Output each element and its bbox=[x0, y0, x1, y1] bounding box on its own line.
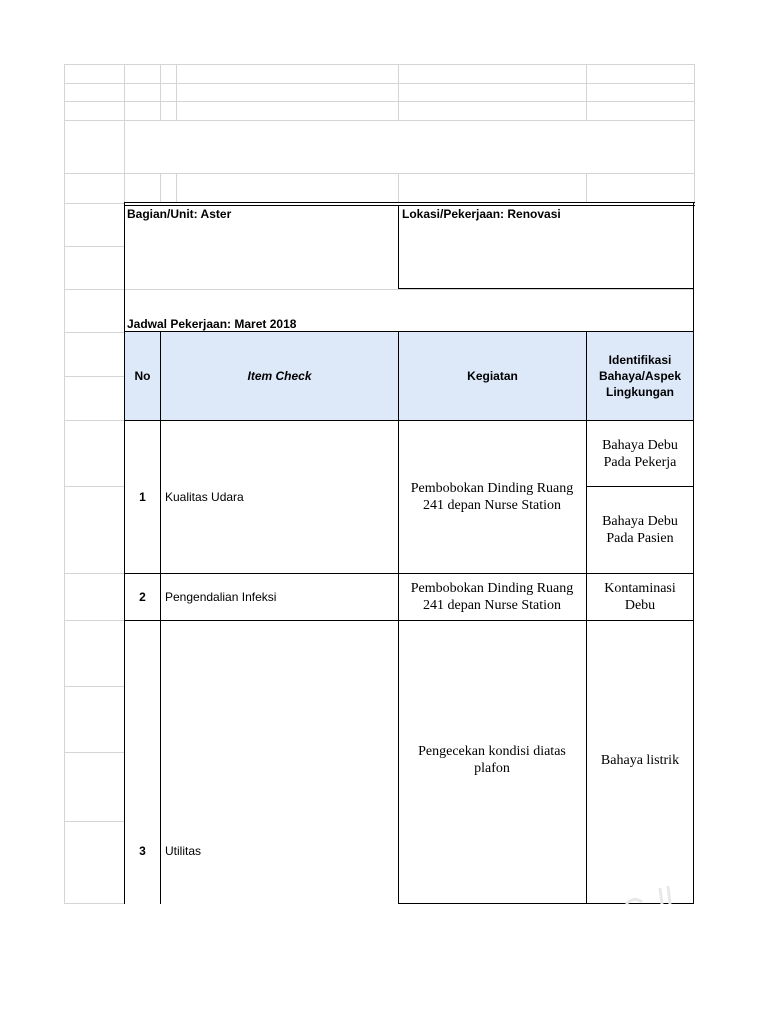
hazard-cell: Bahaya Debu Pada Pasien bbox=[602, 514, 678, 546]
item-check-cell: Pengendalian Infeksi bbox=[165, 590, 277, 604]
row-number: 2 bbox=[139, 590, 146, 604]
activity-cell: Pembobokan Dinding Ruang 241 depan Nurse Station bbox=[410, 481, 574, 513]
column-header-activity: Kegiatan bbox=[467, 369, 518, 383]
activity-cell: Pengecekan kondisi diatas plafon bbox=[418, 744, 566, 776]
hazard-cell: Kontaminasi Debu bbox=[604, 581, 676, 613]
row-number: 1 bbox=[139, 490, 146, 504]
location-label: Lokasi/Pekerjaan: Renovasi bbox=[402, 207, 561, 221]
scribble-mark bbox=[620, 884, 680, 906]
item-check-cell: Kualitas Udara bbox=[165, 490, 244, 504]
row-number: 3 bbox=[139, 844, 146, 858]
column-header-item: Item Check bbox=[247, 369, 312, 383]
column-header-no: No bbox=[134, 369, 151, 383]
unit-label: Bagian/Unit: Aster bbox=[127, 207, 232, 221]
activity-cell: Pembobokan Dinding Ruang 241 depan Nurse Station bbox=[410, 581, 574, 613]
hazard-cell: Bahaya Debu Pada Pekerja bbox=[602, 437, 678, 470]
item-check-cell: Utilitas bbox=[165, 844, 202, 858]
schedule-label: Jadwal Pekerjaan: Maret 2018 bbox=[127, 317, 297, 331]
hazard-cell: Bahaya listrik bbox=[600, 752, 680, 768]
column-header-hazard: Identifikasi Bahaya/Aspek Lingkungan bbox=[598, 353, 682, 399]
